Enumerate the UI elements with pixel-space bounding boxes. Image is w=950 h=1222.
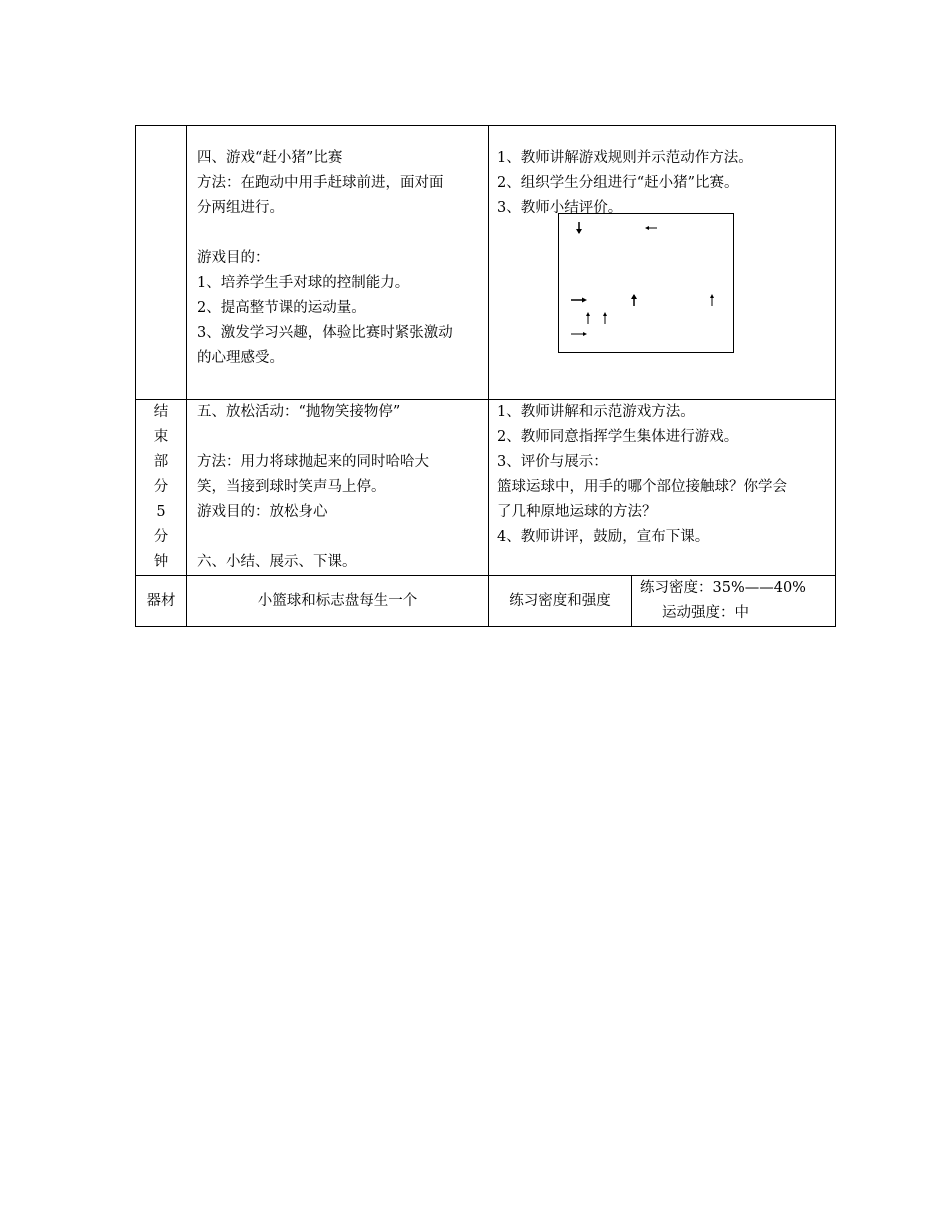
game-method-cell [489,126,836,400]
method-line: 3、教师小结评价。 [497,200,623,216]
equipment-value-cell [187,576,489,627]
section-label-cell [136,400,187,576]
section-char: 分 [153,529,169,545]
content-line: 游戏目的： [197,250,270,266]
density-label-cell [489,576,632,627]
content-line: 四、游戏“赶小猪”比赛 [197,150,343,166]
ending-method-cell [489,400,836,576]
table-row-game [136,126,836,400]
equipment-label: 器材 [146,592,176,609]
section-char: 部 [153,454,169,470]
table-row-ending [136,400,836,576]
lesson-plan-table [135,125,836,627]
section-cell-empty [136,126,187,400]
content-line: 五、放松活动：“抛物笑接物停” [197,404,401,420]
arrow-right-icon [571,294,587,306]
method-line: 3、评价与展示： [497,454,608,470]
content-line: 游戏目的：放松身心 [197,504,328,520]
content-line: 分两组进行。 [197,200,284,216]
content-line: 方法：在跑动中用手赶球前进，面对面 [197,175,444,191]
content-line: 3、激发学习兴趣，体验比赛时紧张激动 [197,325,453,341]
method-line: 了几种原地运球的方法？ [497,504,657,520]
content-line [197,425,480,450]
section-char: 束 [153,429,169,445]
game-field-diagram [558,213,734,353]
density-value-cell [632,576,836,627]
content-line: 六、小结、展示、下课。 [197,554,357,570]
section-char: 钟 [153,554,169,570]
arrow-up-icon [599,312,611,324]
arrow-up-icon [582,312,594,324]
equipment-label-cell [136,576,187,627]
method-line: 4、教师讲评，鼓励，宣布下课。 [497,529,710,545]
method-line: 2、组织学生分组进行“赶小猪”比赛。 [497,175,739,191]
table-row-equipment [136,576,836,627]
arrow-right-icon [571,328,587,340]
content-line: 方法：用力将球抛起来的同时哈哈大 [197,454,429,470]
section-char: 结 [153,404,169,420]
content-line: 2、提高整节课的运动量。 [197,300,366,316]
arrow-left-icon [645,222,657,234]
section-char: 分 [153,479,169,495]
arrow-down-icon [573,222,585,234]
method-line: 1、教师讲解和示范游戏方法。 [497,404,695,420]
content-line [197,221,480,246]
section-char: 5 [156,504,166,520]
method-line: 2、教师同意指挥学生集体进行游戏。 [497,429,739,445]
arrow-up-icon [628,294,640,306]
game-content-cell [187,126,489,400]
content-line: 笑，当接到球时笑声马上停。 [197,479,386,495]
content-line [197,525,480,550]
arrow-up-icon [706,294,718,306]
method-line: 篮球运球中，用手的哪个部位接触球？你学会 [497,479,787,495]
ending-content-cell [187,400,489,576]
content-line: 1、培养学生手对球的控制能力。 [197,275,410,291]
intensity-value: 运动强度：中 [662,605,749,621]
equipment-value: 小篮球和标志盘每生一个 [257,592,418,609]
content-line: 的心理感受。 [197,350,284,366]
density-value: 练习密度：35%——40% [640,580,806,596]
method-line: 1、教师讲解游戏规则并示范动作方法。 [497,150,753,166]
density-label: 练习密度和强度 [509,592,611,609]
